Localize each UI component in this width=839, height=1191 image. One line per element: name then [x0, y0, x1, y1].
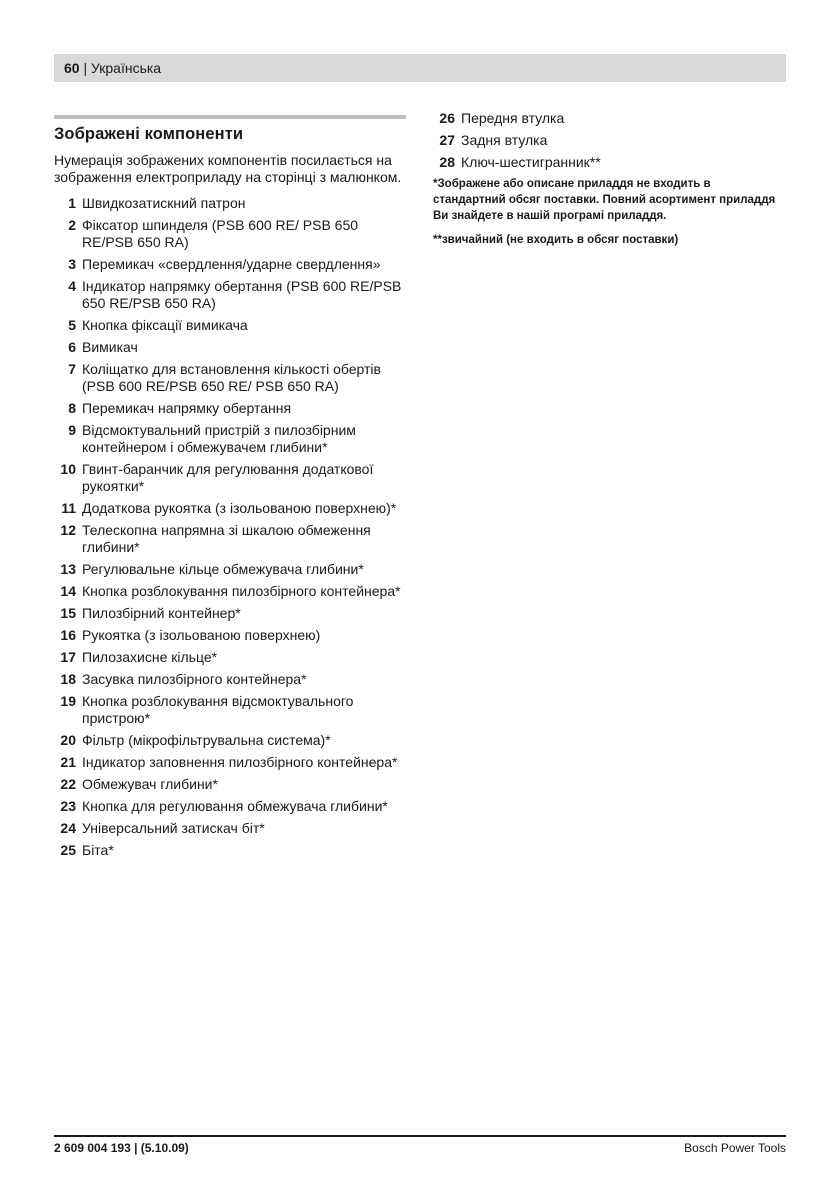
- list-item: [433, 132, 786, 149]
- list-item: [54, 461, 406, 495]
- item-text: Задня втулка: [461, 132, 548, 148]
- item-text: Фіксатор шпинделя (PSB 600 RE/ PSB 650 RE/PSB 650 RA): [82, 217, 359, 250]
- list-item: [54, 278, 406, 312]
- list-item: [54, 500, 406, 517]
- section-divider: [54, 115, 406, 119]
- item-number: 16: [60, 627, 76, 643]
- footer-doc-number: 2 609 004 193 | (5.10.09): [54, 1141, 189, 1155]
- item-text: Кнопка фіксації вимикача: [82, 317, 248, 333]
- item-text: Кнопка для регулювання обмежувача глибини*: [82, 798, 388, 814]
- item-number: 14: [60, 583, 76, 599]
- list-item: [54, 522, 406, 556]
- item-number: 9: [68, 422, 76, 438]
- item-number: 4: [68, 278, 76, 294]
- item-number: 6: [68, 339, 76, 355]
- item-text: Швидкозатискний патрон: [82, 195, 246, 211]
- item-text: Індикатор напрямку обертання (PSB 600 RE/PSB 650 RE/PSB 650 RA): [82, 278, 402, 311]
- list-item: [54, 649, 406, 666]
- item-text: Додаткова рукоятка (з ізольованою поверхнею)*: [82, 500, 397, 516]
- item-text: Перемикач напрямку обертання: [82, 400, 292, 416]
- item-text: Вимикач: [82, 339, 138, 355]
- item-text: Ключ-шестигранник**: [461, 154, 601, 170]
- list-item: [54, 820, 406, 837]
- list-item: [54, 693, 406, 727]
- item-number: 23: [60, 798, 76, 814]
- item-text: Біта*: [82, 842, 114, 858]
- item-number: 28: [439, 154, 455, 170]
- item-number: 26: [439, 110, 455, 126]
- header-separator: |: [79, 60, 91, 76]
- item-number: 17: [60, 649, 76, 665]
- list-item: [54, 339, 406, 356]
- item-number: 18: [60, 671, 76, 687]
- list-item: [54, 671, 406, 688]
- list-item: [54, 798, 406, 815]
- item-text: Індикатор заповнення пилозбірного контейнера*: [82, 754, 398, 770]
- list-item: [54, 422, 406, 456]
- item-text: Фільтр (мікрофільтрувальна система)*: [82, 732, 331, 748]
- item-text: Передня втулка: [461, 110, 565, 126]
- item-text: Відсмоктувальний пристрій з пилозбірним контейнером і обмежувачем глибини*: [82, 422, 356, 455]
- list-item: [54, 317, 406, 334]
- item-text: Пилозахисне кільце*: [82, 649, 218, 665]
- item-text: Обмежувач глибини*: [82, 776, 218, 792]
- item-number: 24: [60, 820, 76, 836]
- component-list-continued: [433, 110, 786, 171]
- item-text: Кнопка розблокування відсмоктувального пристрою*: [82, 693, 354, 726]
- item-number: 2: [68, 217, 76, 233]
- item-number: 10: [60, 461, 76, 477]
- list-item: [54, 195, 406, 212]
- item-number: 22: [60, 776, 76, 792]
- footnote-standard: **звичайний (не входить в обсяг поставки): [433, 234, 679, 246]
- item-number: 15: [60, 605, 76, 621]
- item-text: Рукоятка (з ізольованою поверхнею): [82, 627, 321, 643]
- item-text: Засувка пилозбірного контейнера*: [82, 671, 307, 687]
- item-text: Перемикач «свердлення/ударне свердлення»: [82, 256, 381, 272]
- item-number: 20: [60, 732, 76, 748]
- item-text: Коліщатко для встановлення кількості обертів (PSB 600 RE/PSB 650 RE/ PSB 650 RA): [82, 361, 381, 394]
- item-number: 3: [68, 256, 76, 272]
- list-item: [54, 732, 406, 749]
- page-header: [54, 54, 786, 82]
- item-text: Телескопна напрямна зі шкалою обмеження глибини*: [82, 522, 371, 555]
- footnotes: [433, 176, 786, 248]
- item-number: 21: [60, 754, 76, 770]
- left-column: [54, 115, 406, 864]
- item-number: 25: [60, 842, 76, 858]
- component-list: [54, 195, 406, 859]
- list-item: [54, 561, 406, 578]
- item-text: Кнопка розблокування пилозбірного контейнера*: [82, 583, 401, 599]
- footer-brand: Bosch Power Tools: [684, 1141, 786, 1155]
- list-item: [54, 217, 406, 251]
- right-column: [433, 110, 786, 256]
- list-item: [433, 110, 786, 127]
- section-intro: Нумерація зображених компонентів посилається на зображення електроприладу на сторінці з малюнком.: [54, 152, 402, 185]
- item-number: 11: [61, 500, 76, 516]
- section-title: Зображені компоненти: [54, 125, 244, 143]
- list-item: [54, 361, 406, 395]
- list-item: [54, 842, 406, 859]
- item-number: 12: [60, 522, 76, 538]
- item-number: 27: [439, 132, 455, 148]
- item-number: 19: [60, 693, 76, 709]
- list-item: [54, 776, 406, 793]
- item-text: Гвинт-баранчик для регулювання додаткової рукоятки*: [82, 461, 374, 494]
- list-item: [433, 154, 786, 171]
- list-item: [54, 627, 406, 644]
- item-text: Регулювальне кільце обмежувача глибини*: [82, 561, 364, 577]
- header-language: Українська: [91, 60, 162, 76]
- footnote-accessories: *Зображене або описане приладдя не входить в стандартний обсяг поставки. Повний асортимент приладдя Ви знайдете в нашій програмі приладдя.: [433, 178, 776, 222]
- item-number: 5: [68, 317, 76, 333]
- item-number: 8: [68, 400, 76, 416]
- item-number: 13: [60, 561, 76, 577]
- list-item: [54, 256, 406, 273]
- item-number: 7: [68, 361, 76, 377]
- item-number: 1: [68, 195, 76, 211]
- list-item: [54, 400, 406, 417]
- item-text: Пилозбірний контейнер*: [82, 605, 241, 621]
- list-item: [54, 583, 406, 600]
- list-item: [54, 754, 406, 771]
- item-text: Універсальний затискач біт*: [82, 820, 265, 836]
- list-item: [54, 605, 406, 622]
- footer-divider: [54, 1135, 786, 1137]
- page-number: 60: [64, 60, 80, 76]
